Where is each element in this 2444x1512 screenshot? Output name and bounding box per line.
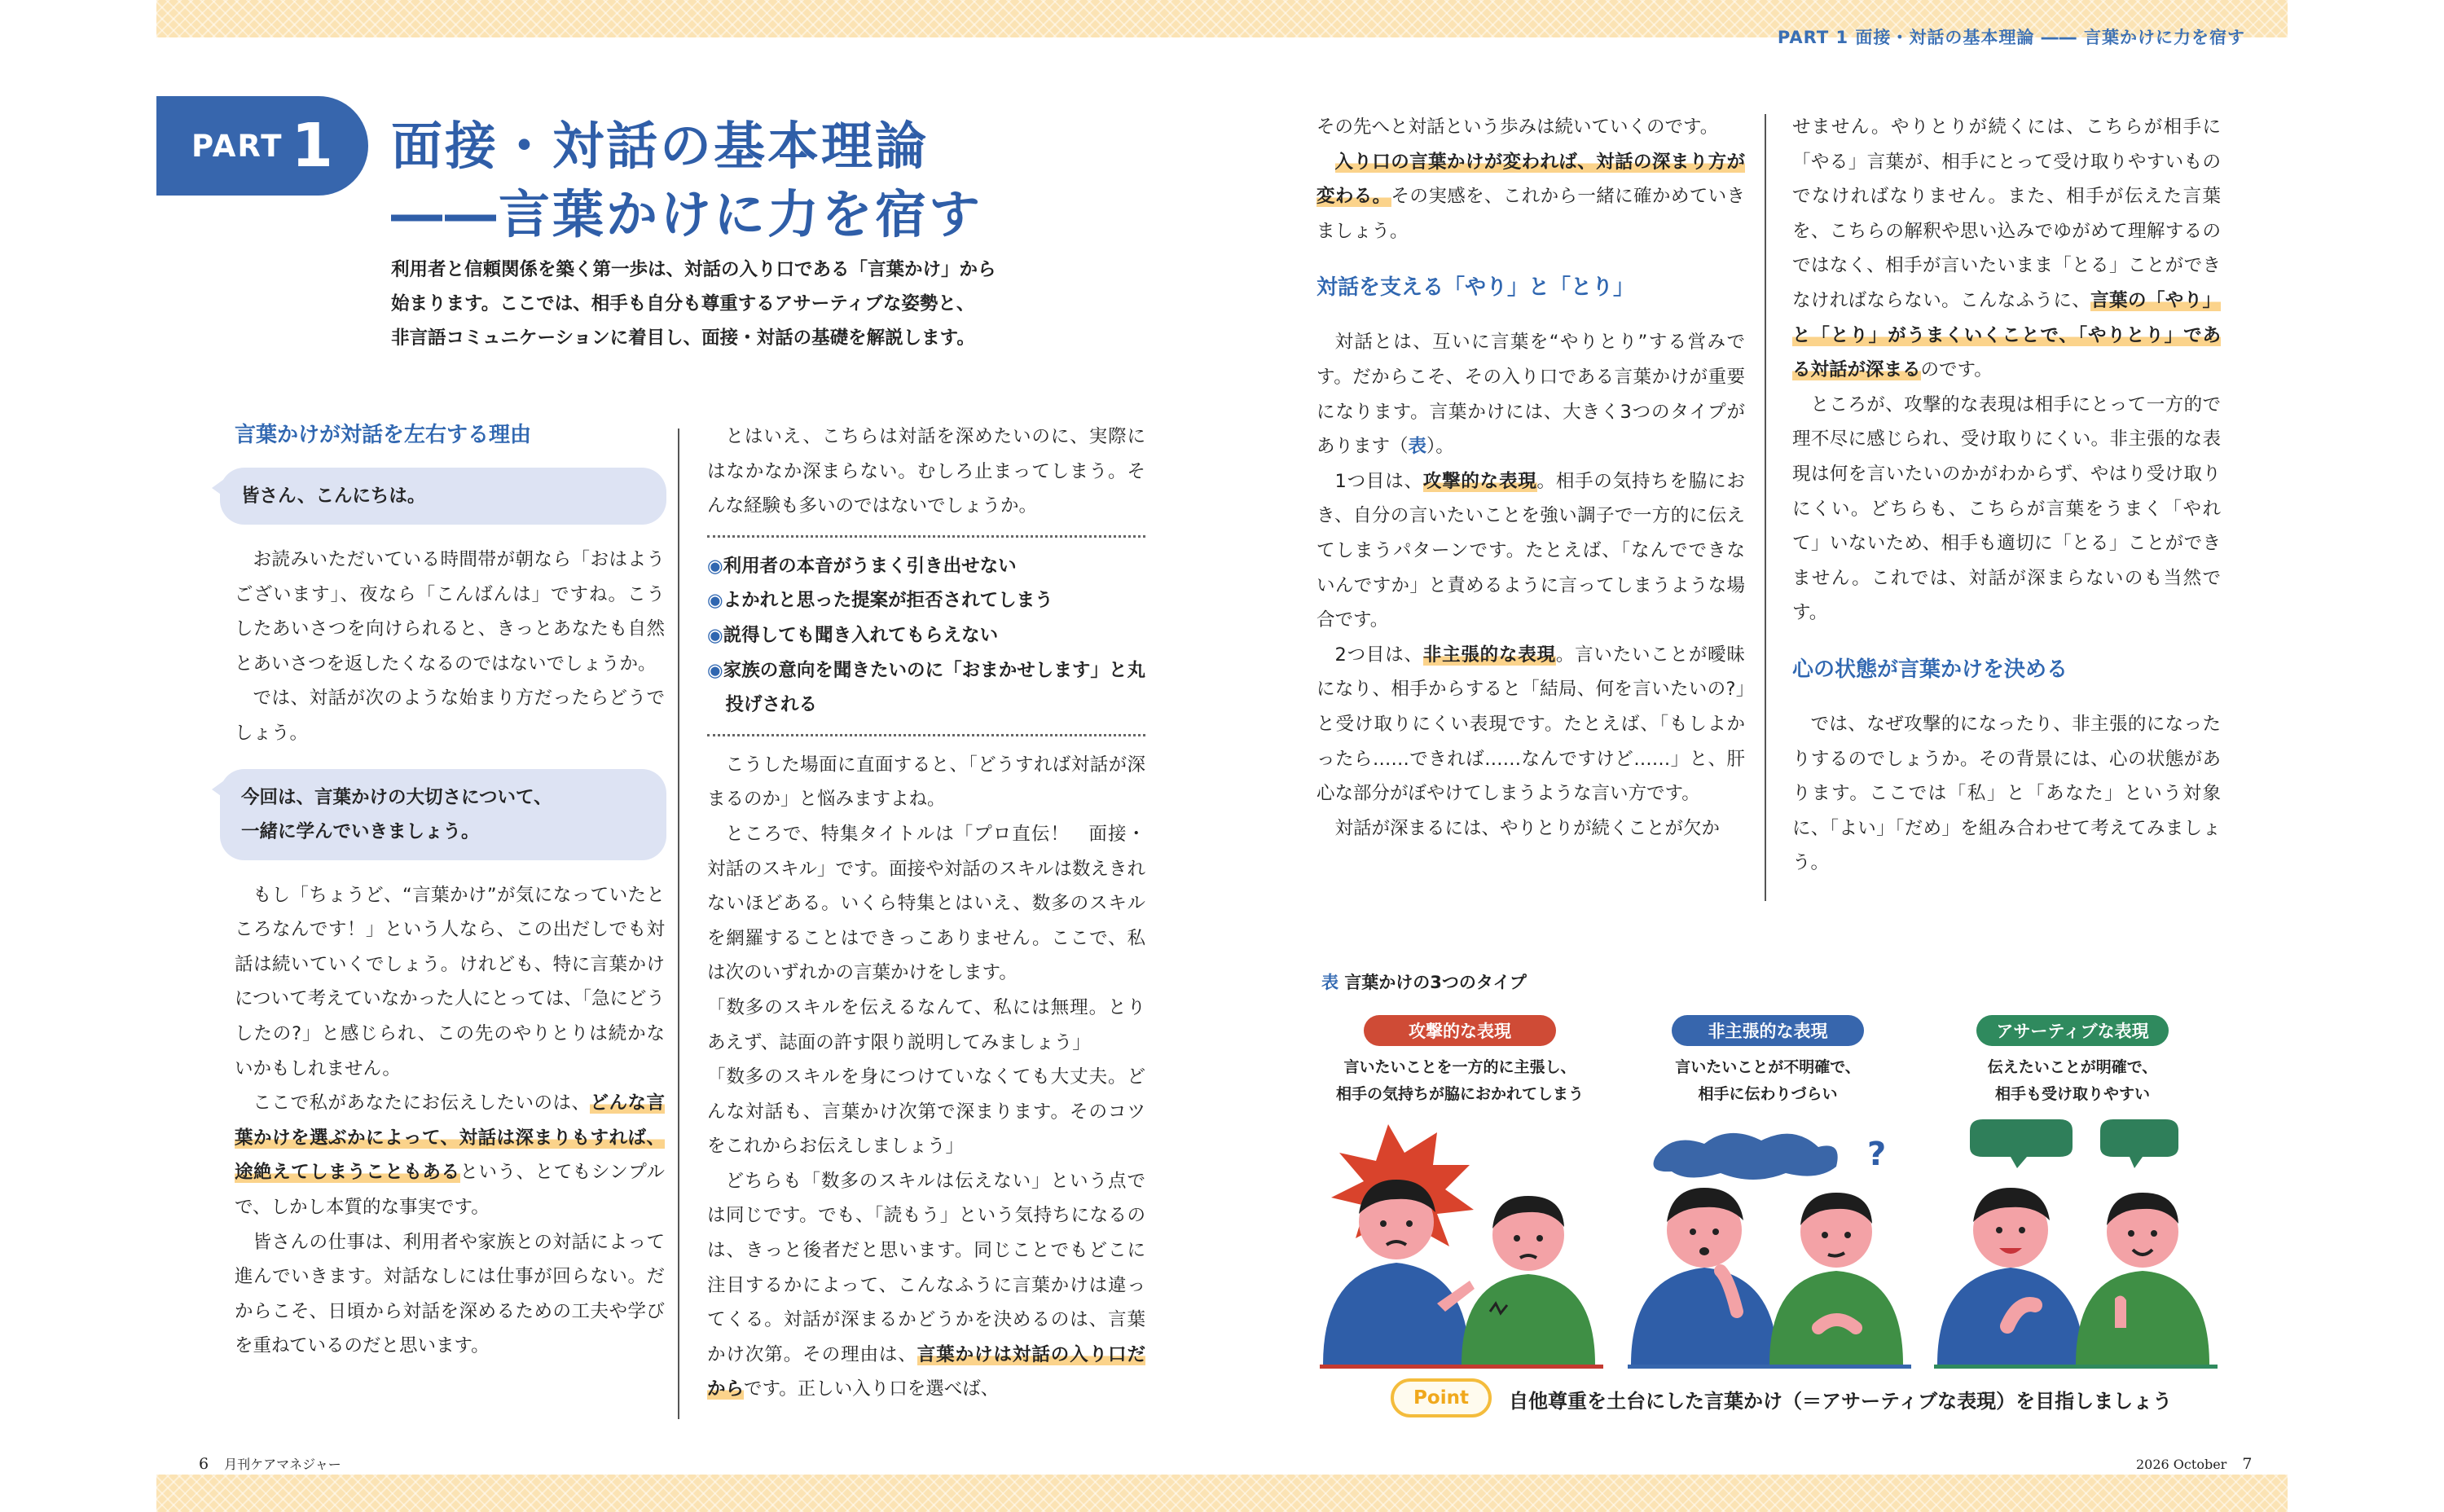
speech-bubble: 皆さん、こんにちは。 — [220, 468, 666, 525]
bullet-item — [707, 583, 1145, 618]
ground-line — [1320, 1365, 1603, 1369]
text-run: 。言いたいことが曖昧になり、相手からすると「結局、何を言いたいの?」と受け取りにくい表現です。たとえば、「もしよかったら……できれば……なんですけど……」と、肝心な部分がぼやけてしまうような言い方です。 — [1317, 644, 1745, 805]
bubble-line: 一緒に学んでいきましょう。 — [241, 820, 480, 842]
column-3 — [1317, 110, 1745, 846]
body-paragraph — [1317, 145, 1745, 249]
text-run: 。相手の気持ちを脇におき、自分の言いたいことを強い調子で一方的に伝えてしまうパターンです。たとえば、「なんでできないんですか」と責めるように言ってしまうような場合です。 — [1317, 470, 1745, 631]
ground-line — [1934, 1365, 2218, 1369]
type-label-non-assertive: 非主張的な表現 — [1672, 1015, 1864, 1046]
desc-line: 言いたいことを一方的に主張し、 — [1343, 1058, 1576, 1076]
type-description — [1629, 1054, 1906, 1108]
column-4 — [1792, 110, 2221, 881]
body-paragraph — [707, 1164, 1145, 1407]
text-run: のです。 — [1920, 359, 1993, 381]
body-paragraph: とはいえ、こちらは対話を深めたいのに、実際にはなかなか深まらない。むしろ止まってしまう。そんな経験も多いのではないでしょうか。 — [707, 426, 1145, 517]
lead-paragraph — [391, 253, 1189, 355]
lead-line: 利用者と信頼関係を築く第一歩は、対話の入り口である「言葉かけ」から — [391, 259, 996, 280]
thumbs-up-icon — [2115, 1295, 2126, 1328]
bubble-line: 今回は、言葉かけの大切さについて、 — [241, 786, 552, 808]
table-ref: 表 — [1408, 436, 1427, 458]
desc-line: 伝えたいことが明確で、 — [1987, 1058, 2158, 1076]
bullet-icon: ◉ — [707, 590, 723, 612]
body-paragraph — [1317, 638, 1745, 811]
lead-line: 非言語コミュニケーションに着目し、面接・対話の基礎を解説します。 — [391, 327, 975, 349]
body-paragraph: その先へと対話という歩みは続いていくのです。 — [1317, 116, 1719, 138]
body-paragraph: ところが、攻撃的な表現は相手にとって一方的で理不尽に感じられ、受け取りにくい。非主張的な表現は何を言いたいのかがわからず、やはり受け取りにくい。どちらも、こちらが言葉をうまく「やれて」いないため、相手も適切に「とる」ことができません。これでは、対話が深まらないのも当然です。 — [1792, 393, 2221, 624]
ground-line — [1628, 1365, 1911, 1369]
bullet-text: 利用者の本音がうまく引き出せない — [723, 555, 1017, 577]
type-label-aggressive: 攻撃的な表現 — [1364, 1015, 1556, 1046]
bullet-icon: ◉ — [707, 659, 723, 681]
person-body — [1462, 1274, 1595, 1365]
column-rule — [1765, 114, 1766, 901]
body-paragraph: では、対話が次のような始まり方だったらどうでしょう。 — [235, 688, 665, 744]
magazine-name: 月刊ケアマネジャー — [224, 1457, 341, 1472]
bullet-item — [707, 653, 1145, 723]
table-key: 表 — [1321, 973, 1338, 992]
bullet-item — [707, 618, 1145, 653]
person-body — [1631, 1268, 1778, 1365]
body-paragraph — [235, 1086, 665, 1224]
page-number: 7 — [2242, 1455, 2253, 1473]
speech-icon — [2100, 1119, 2178, 1168]
desc-line: 相手も受け取りやすい — [1994, 1085, 2150, 1103]
part-badge — [156, 96, 368, 196]
speech-icon — [1970, 1119, 2073, 1168]
column-rule — [678, 429, 679, 1419]
desc-line: 言いたいことが不明確で、 — [1675, 1058, 1861, 1076]
body-paragraph — [1317, 464, 1745, 638]
text-run: その実感を、これから一緒に確かめていきましょう。 — [1317, 186, 1745, 242]
body-paragraph: では、なぜ攻撃的になったり、非主張的になったりするのでしょうか。その背景には、心の状態があります。ここでは「私」と「あなた」という対象に、「よい」「だめ」を組み合わせて考えてみましょう。 — [1792, 713, 2221, 874]
aggressive-illustration — [1315, 1108, 1608, 1369]
cloud-icon — [1654, 1133, 1838, 1180]
column-1 — [235, 419, 665, 1364]
dotted-divider — [707, 535, 1145, 538]
point-text: 自他尊重を土台にした言葉かけ（＝アサーティブな表現）を目指しましょう — [1509, 1390, 2173, 1413]
text-run: せません。やりとりが続くには、こちらが相手に「やる」言葉が、相手にとって受け取りやすいものでなければなりません。また、相手が伝えた言葉を、こちらの解釈や思い込みでゆがめて理解するのではなく、相手が言いたいまま「とる」ことができなければならない。こんなふうに、 — [1792, 116, 2221, 311]
question-mark-icon: ? — [1867, 1136, 1887, 1173]
article-title — [391, 112, 982, 249]
issue-date: 2026 October — [2136, 1457, 2227, 1472]
assertive-illustration — [1929, 1108, 2222, 1369]
text-run: 対話とは、互いに言葉を“やりとり”する営みです。だからこそ、その入り口である言葉かけが重要になります。言葉かけには、大きく3つのタイプがあります（ — [1317, 332, 1745, 458]
bullet-item — [707, 549, 1145, 584]
left-folio — [199, 1452, 341, 1474]
body-paragraph: 皆さんの仕事は、利用者や家族との対話によって進んでいきます。対話なしには仕事が回らない。だからこそ、日頃から対話を深めるための工夫や学びを重ねているのだと思います。 — [235, 1231, 665, 1357]
section-heading: 対話を支える「やり」と「とり」 — [1317, 275, 1635, 301]
right-folio — [2136, 1452, 2252, 1474]
page-number: 6 — [199, 1455, 209, 1473]
quote-paragraph: 「数多のスキルを伝えるなんて、私には無理。とりあえず、誌面の許す限り説明してみましょう」 — [707, 996, 1145, 1053]
body-paragraph — [1317, 325, 1745, 464]
running-head: PART 1 面接・対話の基本理論 ―― 言葉かけに力を宿す — [1777, 28, 2245, 47]
title-line-2: ――言葉かけに力を宿す — [391, 185, 982, 244]
title-line-1: 面接・対話の基本理論 — [391, 116, 929, 176]
type-description — [1934, 1054, 2211, 1108]
bullet-icon: ◉ — [707, 624, 723, 646]
point-label: Point — [1391, 1378, 1492, 1418]
non-assertive-illustration — [1623, 1108, 1916, 1369]
text-run: どちらも「数多のスキルは伝えない」という点では同じです。でも、「読もう」という気持ちになるのは、きっと後者だと思います。同じことでもどこに注目するかによって、こんなふうに言葉かけは違ってくる。対話が深まるかどうかを決めるのは、言葉かけ次第。その理由は、 — [707, 1170, 1145, 1365]
body-paragraph: ところで、特集タイトルは「プロ直伝！ 面接・対話のスキル」です。面接や対話のスキルは数えきれないほどある。いくら特集とはいえ、数多のスキルを網羅することはできっこありません。ここで、私は次のいずれかの言葉かけをします。 — [707, 823, 1145, 984]
body-paragraph: こうした場面に直面すると、「どうすれば対話が深まるのか」と悩みますよね。 — [707, 754, 1145, 811]
text-run: 1つ目は、 — [1334, 470, 1423, 492]
body-paragraph: 対話が深まるには、やりとりが続くことが欠か — [1334, 817, 1721, 839]
text-run: です。正しい入り口を選べば、 — [744, 1378, 1000, 1400]
lead-line: 始まります。ここでは、相手も自分も尊重するアサーティブな姿勢と、 — [391, 293, 975, 314]
dotted-divider — [707, 734, 1145, 736]
desc-line: 相手の気持ちが脇におかれてしまう — [1335, 1085, 1584, 1103]
type-description — [1321, 1054, 1598, 1108]
column-2 — [707, 420, 1145, 1407]
text-run: ）。 — [1426, 436, 1454, 458]
highlight-text: どんな言葉かけを選ぶかによって、対話は深まりもすれば、途絶えてしまうこともある — [235, 1092, 665, 1184]
body-paragraph — [1792, 110, 2221, 388]
highlight-text: 攻撃的な表現 — [1422, 470, 1537, 492]
bullet-text: よかれと思った提案が拒否されてしまう — [723, 590, 1053, 612]
bullet-text: 家族の意向を聞きたいのに「おまかせします」と丸投げされる — [723, 659, 1145, 716]
section-heading: 心の状態が言葉かけを決める — [1792, 657, 2068, 682]
quote-paragraph: 「数多のスキルを身につけていなくても大丈夫。どんな対話も、言葉かけ次第で深まります。そのコツをこれからお伝えしましょう」 — [707, 1066, 1145, 1158]
type-label-assertive: アサーティブな表現 — [1976, 1015, 2169, 1046]
highlight-text: 非主張的な表現 — [1422, 644, 1556, 666]
speech-bubble — [220, 769, 666, 860]
part-word: PART — [191, 128, 284, 164]
highlight-text: 言葉かけは対話の入り口だから — [707, 1343, 1145, 1400]
person-body — [1323, 1263, 1470, 1365]
text-run: 2つ目は、 — [1334, 644, 1423, 666]
body-paragraph: もし「ちょうど、“言葉かけ”が気になっていたところなんです！」という人なら、この出だしでも対話は続いていくでしょう。けれども、特に言葉かけについて考えていなかった人にとっては、「急にどうしたの?」と感じられ、この先のやりとりは続かないかもしれません。 — [235, 884, 665, 1079]
text-run: ここで私があなたにお伝えしたいのは、 — [253, 1092, 591, 1114]
person-body — [2076, 1271, 2209, 1365]
bottom-pattern-band — [156, 1475, 2288, 1512]
table-title: 言葉かけの3つのタイプ — [1344, 973, 1527, 992]
part-number: 1 — [291, 111, 333, 181]
bullet-icon: ◉ — [707, 555, 723, 577]
magazine-spread — [156, 0, 2288, 1512]
highlight-text: 入り口の言葉かけが変われば、対話の深まり方が変わる。 — [1317, 151, 1745, 208]
section-heading: 言葉かけが対話を左右する理由 — [235, 423, 532, 447]
bullet-text: 説得しても聞き入れてもらえない — [723, 624, 999, 646]
highlight-text: 言葉の「やり」と「とり」がうまくいくことで、「やりとり」である対話が深まる — [1792, 289, 2221, 381]
body-paragraph: お読みいただいている時間帯が朝なら「おはようございます」、夜なら「こんばんは」ですね。こうしたあいさつを向けられると、きっとあなたも自然とあいさつを返したくなるのではないでしょうか。 — [235, 549, 665, 675]
desc-line: 相手に伝わりづらい — [1698, 1085, 1838, 1103]
table-caption — [1321, 969, 1527, 994]
text-run: という、とてもシンプルで、しかし本質的な事実です。 — [235, 1162, 665, 1218]
